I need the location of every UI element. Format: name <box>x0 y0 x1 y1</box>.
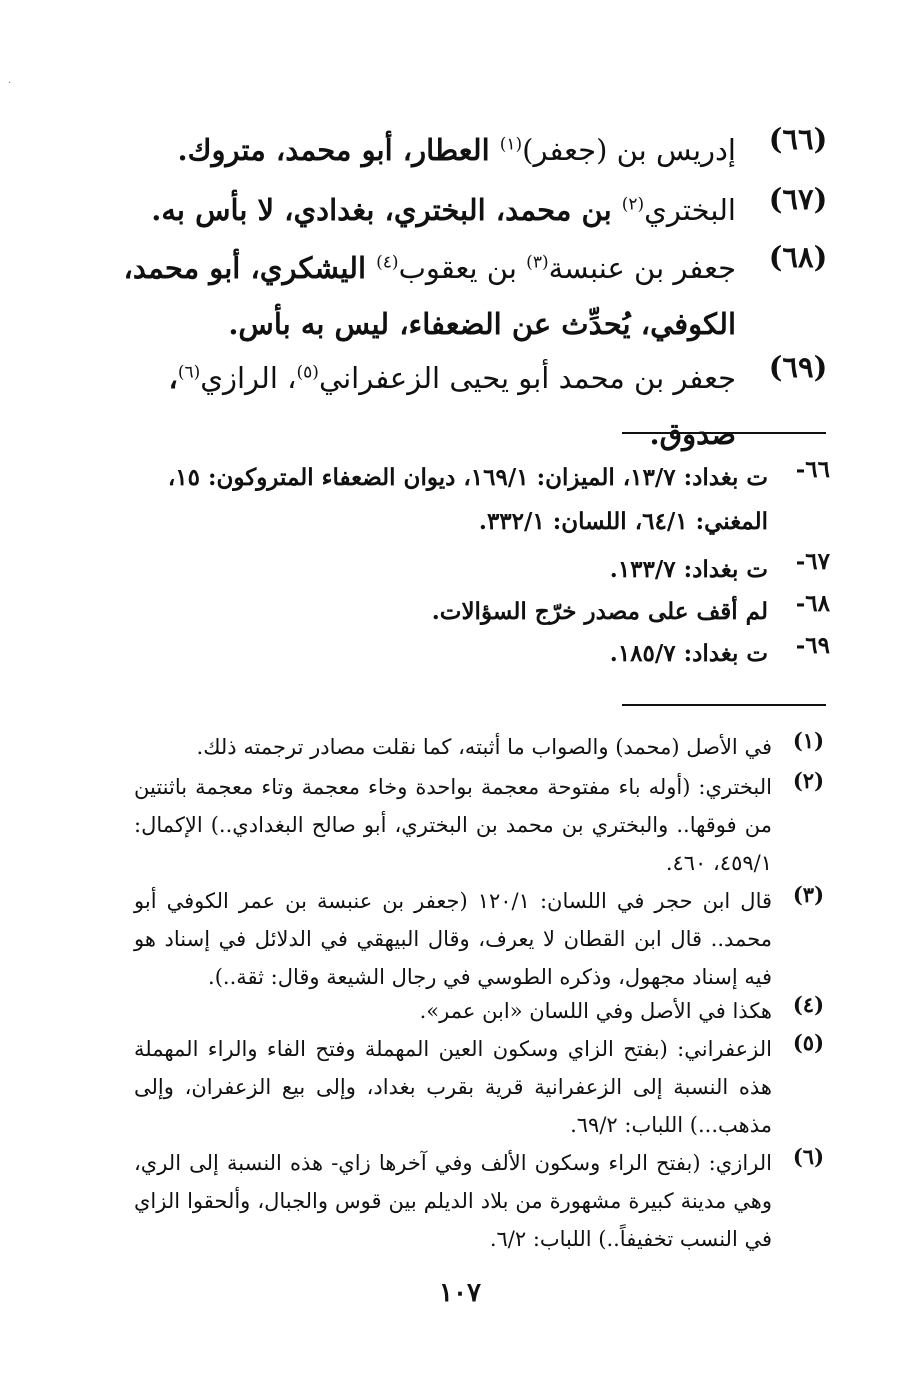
entry-69 <box>108 350 828 462</box>
footnote-number: (٢) <box>792 768 824 793</box>
footnote-number: (٦) <box>792 1144 824 1169</box>
footnote-1 <box>134 728 824 766</box>
entry-number: (٦٧) <box>768 182 828 216</box>
scan-speck: · <box>8 78 12 89</box>
source-number: ٦٩- <box>795 632 830 659</box>
entry-67 <box>108 182 828 238</box>
footnote-text: هكذا في الأصل وفي اللسان «ابن عمر». <box>419 999 772 1023</box>
source-66 <box>130 456 830 544</box>
footnote-number: (٣) <box>792 882 824 907</box>
page-number: ١٠٧ <box>439 1278 481 1308</box>
source-69 <box>130 632 830 676</box>
entry-66 <box>108 122 828 178</box>
footnote-number: (١) <box>792 728 824 753</box>
footnote-2 <box>134 768 824 882</box>
source-number: ٦٧- <box>795 548 830 575</box>
footnote-ref: (٤) <box>376 252 399 273</box>
source-number: ٦٦- <box>795 456 830 483</box>
sources-separator <box>622 432 826 434</box>
footnote-text: في الأصل (محمد) والصواب ما أثبته، كما نقلت مصادر ترجمته ذلك. <box>196 735 772 759</box>
source-68 <box>130 590 830 634</box>
footnote-text: البختري: (أوله باء مفتوحة معجمة بواحدة وخاء معجمة وتاء معجمة باثنتين من فوقها.. والبختري بن محمد بن البختري، أبو صالح البغدادي..) الإكمال: ٤٥٩/١، ٤٦٠. <box>134 775 772 875</box>
entry-text: البختري$^{(٢)}$ بن محمد، البختري، بغدادي، لا بأس به. <box>151 193 736 227</box>
entry-68 <box>108 240 828 352</box>
footnote-6 <box>134 1144 824 1258</box>
source-text: ت بغداد: ١٨٥/٧. <box>609 640 768 667</box>
source-text: ت بغداد: ١٣٣/٧. <box>609 556 768 583</box>
source-67 <box>130 548 830 592</box>
footnotes-separator <box>622 704 826 706</box>
footnote-ref: (٥) <box>296 362 319 383</box>
entry-text: جعفر بن محمد أبو يحيى الزعفراني$^{(٥)}$، الرازي$^{(٦)}$، صدوق. <box>168 361 736 451</box>
footnote-ref: (٣) <box>526 252 549 273</box>
footnote-4 <box>134 992 824 1030</box>
entry-text: إدريس بن (جعفر)$^{(١)}$ العطار، أبو محمد، متروك. <box>177 133 736 167</box>
footnote-number: (٥) <box>792 1030 824 1055</box>
footnote-text: قال ابن حجر في اللسان: ١٢٠/١ (جعفر بن عنبسة بن عمر الكوفي أبو محمد.. قال ابن القطان لا يعرف، وقال البيهقي في الدلائل في إسناد هو فيه إسناد مجهول، وذكره الطوسي في رجال الشيعة وقال: ثقة..). <box>134 889 773 989</box>
source-number: ٦٨- <box>795 590 830 617</box>
source-text: لم أقف على مصدر خرّج السؤالات. <box>431 598 768 625</box>
footnote-text: الرازي: (بفتح الراء وسكون الألف وفي آخرها زاي- هذه النسبة إلى الري، وهي مدينة كبيرة مشهورة من بلاد الديلم بين قوس والجبال، وألحقوا الزاي في النسب تخفيفاً..) اللباب: ٦/٢. <box>134 1151 772 1251</box>
source-text: ت بغداد: ١٣/٧، الميزان: ١٦٩/١، ديوان الضعفاء المتروكون: ١٥، المغني: ٦٤/١، اللسان: ٣٣٢/١. <box>167 464 768 535</box>
footnote-ref: (٦) <box>177 362 201 383</box>
entry-number: (٦٨) <box>768 240 828 274</box>
entry-number: (٦٦) <box>768 122 828 156</box>
footnote-3 <box>134 882 824 996</box>
footnote-ref: (٢) <box>621 194 645 215</box>
entry-number: (٦٩) <box>768 350 828 384</box>
footnote-5 <box>134 1030 824 1144</box>
entry-text: جعفر بن عنبسة$^{(٣)}$ بن يعقوب$^{(٤)}$ اليشكري، أبو محمد، الكوفي، يُحدِّث عن الضعفاء، ليس به بأس. <box>123 251 736 341</box>
footnote-number: (٤) <box>792 992 824 1017</box>
footnote-text: الزعفراني: (بفتح الزاي وسكون العين المهملة وفتح الفاء والراء المهملة هذه النسبة إلى الزعفرانية قرية بقرب بغداد، وإلى بيع الزعفران، وإلى مذهب...) اللباب: ٦٩/٢. <box>134 1037 772 1137</box>
footnote-ref: (١) <box>499 134 523 155</box>
